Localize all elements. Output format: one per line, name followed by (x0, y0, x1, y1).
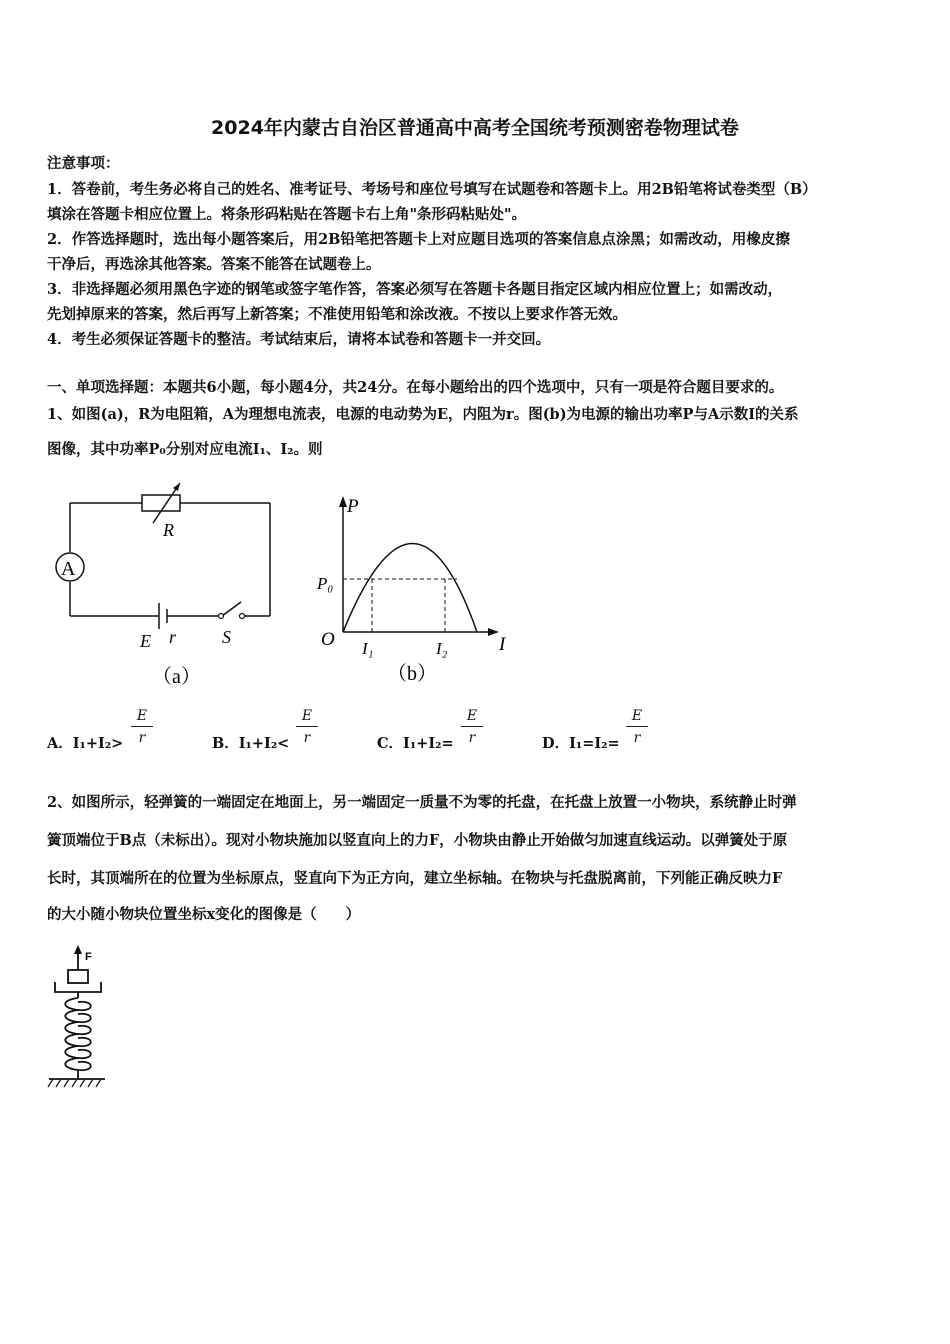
origin-label: O (321, 629, 335, 650)
label-resistor: R (163, 520, 174, 540)
caption-b: （b） (387, 663, 437, 685)
label-i2: I₂ (436, 639, 448, 658)
notice-line-6: 先划掉原来的答案，然后再写上新答案；不准使用铅笔和涂改液。不按以上要求作答无效。 (47, 306, 627, 323)
label-p0: P₀ (317, 574, 334, 593)
label-force: F (85, 951, 92, 963)
notice-heading: 注意事项： (47, 155, 120, 172)
question-2-line-2: 簧顶端位于B点（未标出）。现对小物块施加以竖直向上的力F，小物块由静止开始做匀加速直线运动。以弹簧处于原 (47, 832, 788, 849)
spring-tray-figure (45, 944, 115, 1094)
label-ammeter: A (61, 558, 76, 580)
question-2-line-3: 长时，其顶端所在的位置为坐标原点，竖直向下为正方向，建立坐标轴。在物块与托盘脱离前，下列能正确反映力F (47, 870, 783, 887)
notice-line-2: 填涂在答题卡相应位置上。将条形码粘贴在答题卡右上角"条形码粘贴处"。 (47, 206, 527, 223)
question-2-line-4: 的大小随小物块位置坐标x变化的图像是（ ） (47, 906, 361, 923)
power-current-graph-b (305, 490, 535, 690)
option-b[interactable] (212, 706, 332, 754)
caption-a: （a） (152, 666, 201, 688)
option-a-fraction: E r (131, 706, 153, 747)
option-b-fraction: E r (296, 706, 318, 747)
option-d-label: D．I₁=I₂= (542, 735, 620, 752)
question-1-line-2: 图像，其中功率P₀分别对应电流I₁、I₂。则 (47, 441, 323, 458)
label-internal-resistance: r (169, 627, 177, 647)
option-a-label: A．I₁+I₂> (47, 735, 124, 752)
section-heading: 一、单项选择题：本题共6小题，每小题4分，共24分。在每小题给出的四个选项中，只有一项是符合题目要求的。 (47, 379, 784, 396)
option-d[interactable] (542, 706, 662, 754)
option-c-label: C．I₁+I₂= (377, 735, 454, 752)
label-emf: E (140, 631, 151, 651)
option-d-fraction: E r (626, 706, 648, 747)
notice-line-3: 2．作答选择题时，选出每小题答案后，用2B铅笔把答题卡上对应题目选项的答案信息点涂黑；如需改动，用橡皮擦 (47, 231, 790, 248)
option-b-label: B．I₁+I₂< (212, 735, 290, 752)
option-c-fraction: E r (461, 706, 483, 747)
notice-line-5: 3．非选择题必须用黑色字迹的钢笔或签字笔作答，答案必须写在答题卡各题目指定区域内相应位置上；如需改动， (47, 281, 783, 298)
question-2-line-1: 2、如图所示，轻弹簧的一端固定在地面上，另一端固定一质量不为零的托盘，在托盘上放置一小物块，系统静止时弹 (47, 794, 797, 811)
notice-line-4: 干净后，再选涂其他答案。答案不能答在试题卷上。 (47, 256, 381, 273)
circuit-figure-a (45, 475, 285, 695)
axis-label-p: P (347, 496, 359, 517)
notice-line-7: 4．考生必须保证答题卡的整洁。考试结束后，请将本试卷和答题卡一并交回。 (47, 331, 551, 348)
option-c[interactable] (377, 706, 497, 754)
notice-line-1: 1．答卷前，考生务必将自己的姓名、准考证号、考场号和座位号填写在试题卷和答题卡上。用2B铅笔将试卷类型（B） (47, 181, 817, 198)
page-title: 2024年内蒙古自治区普通高中高考全国统考预测密卷物理试卷 (211, 117, 739, 139)
question-1-line-1: 1、如图(a)，R为电阻箱，A为理想电流表，电源的电动势为E，内阻为r。图(b)为电源的输出功率P与A示数I的关系 (47, 406, 799, 423)
axis-label-i: I (499, 634, 506, 655)
label-i1: I₁ (362, 639, 374, 658)
label-switch: S (222, 627, 231, 647)
option-a[interactable] (47, 706, 167, 754)
